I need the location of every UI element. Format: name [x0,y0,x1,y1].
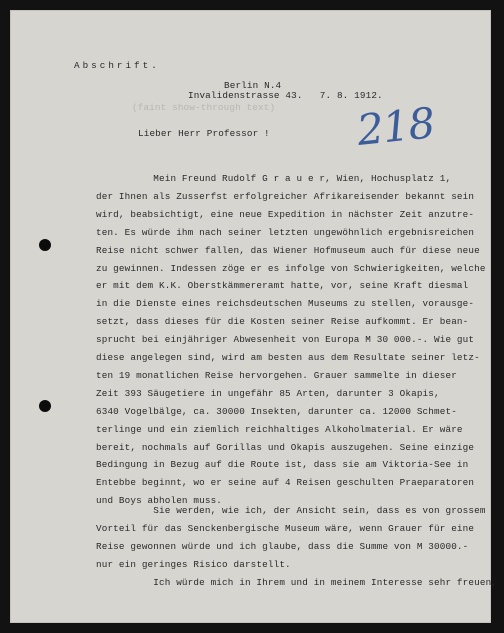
body-line: ten 19 monatlichen Reise hervorgehen. Grauer sammelte in dieser [96,369,457,381]
body-line: bereit, nochmals auf Gorillas und Okapis auszugehen. Seine einzige [96,441,475,453]
address-date-line: Invalidenstrasse 43. 7. 8. 1912. [188,90,383,101]
body-line: Reise gewonnen würde und ich glaube, dass die Summe von M 30000.- [96,540,469,552]
body-line: Bedingung in Bezug auf die Route ist, dass sie am Viktoria-See in [96,459,469,471]
body-line: er mit dem K.K. Oberstkämmereramt hatte, vor, seine Kraft diesmal [96,280,469,292]
body-line: in die Dienste eines reichsdeutschen Museums zu stellen, vorausge- [96,298,475,310]
document-heading: Abschrift. [74,60,160,71]
punch-hole-upper [39,239,51,251]
punch-hole-lower [39,400,51,412]
body-line: nur ein geringes Risico darstellt. [96,558,291,570]
place-line: Berlin N.4 [224,80,282,91]
body-line: zu gewinnen. Indessen zöge er es infolge von Schwierigkeiten, welche [96,262,486,274]
show-through-text: (faint show-through text) [132,102,276,113]
body-line: Ich würde mich in Ihrem und in meinem Interesse sehr freuen, [96,576,498,588]
body-line: setzt, dass dieses für die Kosten seiner Reise aufkommt. Er bean- [96,316,469,328]
letter-sheet [10,10,498,623]
body-line: ten. Es würde ihm nach seiner letzten ungewöhnlich ergebnisreichen [96,226,475,238]
body-line: und Boys abholen muss. [96,495,223,507]
body-line: Zeit 393 Säugetiere in ungefähr 85 Arten, darunter 3 Okapis, [96,387,440,399]
body-line: terlinge und ein ziemlich reichhaltiges Alkoholmaterial. Er wäre [96,423,463,435]
body-line: Vorteil für das Senckenbergische Museum wäre, wenn Grauer für eine [96,522,475,534]
body-line: diese angelegen sind, wird am besten aus dem Resultate seiner letz- [96,352,480,363]
body-line: Reise nicht schwer fallen, das Wiener Hofmuseum auch für diese neue [96,244,480,256]
body-line: Sie werden, wie ich, der Ansicht sein, dass es von grossem [96,505,486,516]
body-line: wird, beabsichtigt, eine neue Expedition in nächster Zeit anzutre- [96,208,475,220]
body-line: Mein Freund Rudolf G r a u e r, Wien, Hochusplatz 1, [96,173,452,184]
salutation: Lieber Herr Professor ! [138,128,270,139]
body-line: Entebbe beginnt, wo er seine auf 4 Reisen geschulten Praeparatoren [96,477,475,489]
body-line: 6340 Vogelbälge, ca. 30000 Insekten, darunter ca. 12000 Schmet- [96,405,457,417]
archive-number-handwritten: 218 [354,98,437,155]
body-line: der Ihnen als Zusserfst erfolgreicher Afrikareisender bekannt sein [96,190,475,202]
body-line: sprucht bei einjähriger Abwesenheit von Europa M 30 000.-. Wie gut [96,334,475,346]
